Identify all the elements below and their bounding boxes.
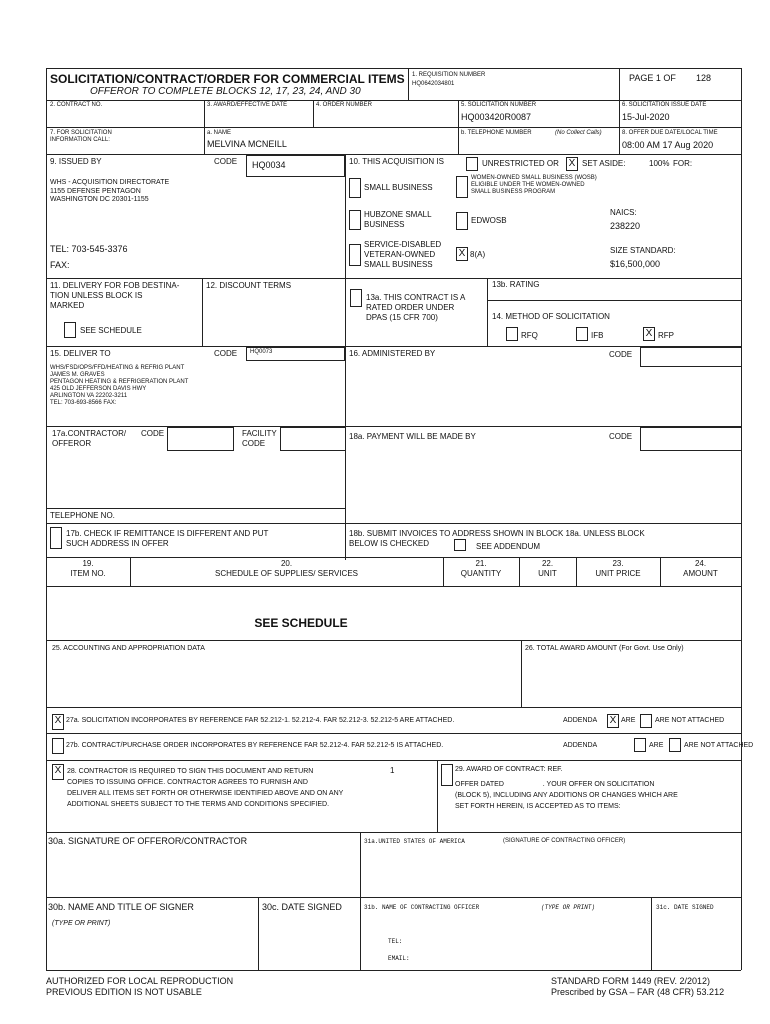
deliver-to-code-value: HQ0073: [250, 349, 273, 355]
issued-by-fax: FAX:: [50, 260, 70, 270]
deliver-to-label: 15. DELIVER TO: [50, 349, 111, 358]
size-standard-label: SIZE STANDARD:: [610, 246, 676, 255]
telephone-note: (No Collect Calls): [555, 130, 602, 136]
27b-checkbox[interactable]: [52, 738, 64, 754]
issue-date-label: 6. SOLICITATION ISSUE DATE: [622, 102, 707, 108]
signer-type-label: (TYPE OR PRINT): [52, 920, 111, 927]
27b-are-checkbox[interactable]: [634, 738, 646, 752]
small-business-label: SMALL BUSINESS: [364, 183, 433, 192]
rfp-checkbox[interactable]: X: [643, 327, 655, 341]
sdvosb-label: SERVICE-DISABLED VETERAN-OWNED SMALL BUSINESS: [364, 240, 442, 269]
hubzone-label: HUBZONE SMALL BUSINESS: [364, 210, 432, 229]
offer-due-value: 08:00 AM 17 Aug 2020: [622, 140, 714, 150]
solicitation-number-value: HQ003420R0087: [461, 112, 532, 122]
set-aside-label: SET ASIDE:: [582, 159, 626, 168]
co-date-label: 31c. DATE SIGNED: [656, 904, 714, 911]
set-aside-for: FOR:: [673, 159, 693, 168]
small-business-checkbox[interactable]: [349, 178, 361, 198]
29-checkbox[interactable]: [441, 764, 453, 786]
offer-due-label: 8. OFFER DUE DATE/LOCAL TIME: [622, 130, 718, 136]
name-value: MELVINA MCNEILL: [207, 139, 287, 149]
size-standard-value: $16,500,000: [610, 259, 661, 269]
co-type-label: (TYPE OR PRINT): [541, 904, 596, 911]
unrestricted-checkbox[interactable]: [466, 157, 478, 171]
deliver-to-code-label: CODE: [214, 349, 238, 358]
page-label: PAGE 1 OF: [629, 73, 676, 83]
amount-header: 24. AMOUNT: [683, 559, 718, 578]
acquisition-label: 10. THIS ACQUISITION IS: [349, 157, 444, 166]
rfq-checkbox[interactable]: [506, 327, 518, 341]
item-no-header: 19. ITEM NO.: [70, 559, 106, 578]
naics-value: 238220: [610, 221, 641, 231]
form-title: SOLICITATION/CONTRACT/ORDER FOR COMMERCIAL ITEMS: [50, 72, 405, 86]
page-total: 128: [696, 73, 712, 83]
solicitation-info-label: 7. FOR SOLICITATION INFORMATION CALL:: [50, 130, 112, 143]
see-schedule-label: SEE SCHEDULE: [80, 326, 142, 335]
rated-order-label: 13a. THIS CONTRACT IS A RATED ORDER UNDER DPAS (15 CFR 700): [366, 293, 466, 322]
method-label: 14. METHOD OF SOLICITATION: [492, 312, 610, 321]
28-text: 28. CONTRACTOR IS REQUIRED TO SIGN THIS DOCUMENT AND RETURN COPIES TO ISSUING OFFICE. CONTRACTOR AGREES TO FURNISH AND DELIVER ALL ITEMS SET FORTH OR OTHERWISE IDENTIFIED ABOVE AND ON ANY ADDITIONAL SHEETS SUBJECT TO THE TERMS AND CONDITIONS SPECIFIED.: [67, 768, 344, 808]
award-date-label: 3. AWARD/EFFECTIVE DATE: [207, 102, 288, 108]
rfq-label: RFQ: [521, 331, 538, 340]
signature-offeror-label: 30a. SIGNATURE OF OFFEROR/CONTRACTOR: [48, 836, 248, 846]
ifb-checkbox[interactable]: [576, 327, 588, 341]
name-label: a. NAME: [207, 130, 232, 136]
28-checkbox[interactable]: X: [52, 764, 64, 780]
27a-are-checkbox[interactable]: X: [607, 714, 619, 728]
27a-text: 27a. SOLICITATION INCORPORATES BY REFERENCE FAR 52.212-1. 52.212-4. FAR 52.212-3. 52.212-5 ARE ATTACHED.: [66, 717, 455, 724]
issued-by-code-label: CODE: [214, 157, 238, 166]
unit-price-header: 23. UNIT PRICE: [595, 559, 641, 578]
administered-by-label: 16. ADMINISTERED BY: [349, 349, 436, 358]
29-offer-text: OFFER DATED . YOUR OFFER ON SOLICITATION (BLOCK 5), INCLUDING ANY ADDITIONS OR CHANGES WHICH ARE SET FORTH HEREIN, IS ACCEPTED AS TO ITEMS:: [455, 781, 678, 810]
total-award-label: 26. TOTAL AWARD AMOUNT (For Govt. Use Only): [525, 645, 684, 652]
date-signed-label: 30c. DATE SIGNED: [262, 902, 342, 912]
submit-invoices-label: 18b. SUBMIT INVOICES TO ADDRESS SHOWN IN BLOCK 18a. UNLESS BLOCK BELOW IS CHECKED: [349, 529, 645, 548]
27b-addenda: ADDENDA: [563, 742, 598, 749]
co-email-label: EMAIL:: [388, 955, 410, 962]
naics-label: NAICS:: [610, 208, 637, 217]
8a-label: 8(A): [470, 250, 486, 259]
27a-are-not-checkbox[interactable]: [640, 714, 652, 728]
27a-are: ARE: [621, 717, 636, 724]
27a-checkbox[interactable]: X: [52, 714, 64, 730]
see-schedule-text: SEE SCHEDULE: [254, 616, 348, 630]
footer-left: AUTHORIZED FOR LOCAL REPRODUCTION PREVIOUS EDITION IS NOT USABLE: [46, 976, 234, 997]
issued-by-label: 9. ISSUED BY: [50, 157, 102, 166]
telephone-no-label: TELEPHONE NO.: [50, 511, 115, 520]
27b-text: 27b. CONTRACT/PURCHASE ORDER INCORPORATES BY REFERENCE FAR 52.212-4. FAR 52.212-5 IS ATTACHED.: [66, 742, 444, 749]
unrestricted-label: UNRESTRICTED OR: [482, 159, 559, 168]
order-number-label: 4. ORDER NUMBER: [316, 102, 373, 108]
see-addendum-checkbox[interactable]: [454, 539, 466, 551]
form-subtitle: OFFEROR TO COMPLETE BLOCKS 12, 17, 23, 24, AND 30: [90, 86, 361, 97]
wosb-label: WOMEN-OWNED SMALL BUSINESS (WOSB) ELIGIBLE UNDER THE WOMEN-OWNED SMALL BUSINESS PROGRAM: [471, 175, 597, 195]
solicitation-number-label: 5. SOLICITATION NUMBER: [461, 102, 537, 108]
delivery-fob-label: 11. DELIVERY FOR FOB DESTINA- TION UNLESS BLOCK IS MARKED: [50, 281, 180, 310]
co-name-label: 31b. NAME OF CONTRACTING OFFICER: [364, 904, 480, 911]
set-aside-percent: 100%: [649, 159, 670, 168]
wosb-checkbox[interactable]: [456, 176, 468, 198]
8a-checkbox[interactable]: X: [456, 247, 468, 261]
contract-no-label: 2. CONTRACT NO.: [50, 102, 103, 108]
27b-are-not: ARE NOT ATTACHED: [684, 742, 754, 749]
contractor-offeror-label: 17a.CONTRACTOR/ OFFEROR: [52, 429, 127, 448]
issue-date-value: 15-Jul-2020: [622, 112, 670, 122]
edwosb-label: EDWOSB: [471, 216, 507, 225]
sdvosb-checkbox[interactable]: [349, 244, 361, 266]
facility-code-label: FACILITY CODE: [242, 429, 277, 448]
27b-are-not-checkbox[interactable]: [669, 738, 681, 752]
rating-label: 13b. RATING: [492, 280, 540, 289]
ifb-label: IFB: [591, 331, 604, 340]
signature-co-label: (SIGNATURE OF CONTRACTING OFFICER): [503, 838, 626, 844]
issued-by-code-value: HQ0034: [252, 160, 286, 170]
issued-by-tel: TEL: 703-545-3376: [50, 244, 128, 254]
signer-name-label: 30b. NAME AND TITLE OF SIGNER: [48, 902, 194, 912]
accounting-label: 25. ACCOUNTING AND APPROPRIATION DATA: [52, 645, 205, 652]
payment-by-label: 18a. PAYMENT WILL BE MADE BY: [349, 432, 476, 441]
see-addendum-label: SEE ADDENDUM: [476, 542, 541, 551]
supplies-header: 20. SCHEDULE OF SUPPLIES/ SERVICES: [214, 559, 358, 578]
requisition-label: 1. REQUISITION NUMBER: [412, 72, 486, 78]
co-tel-label: TEL:: [388, 938, 403, 945]
remittance-checkbox[interactable]: [50, 527, 62, 549]
edwosb-checkbox[interactable]: [456, 212, 468, 230]
see-schedule-checkbox[interactable]: [64, 322, 76, 338]
27b-are: ARE: [649, 742, 664, 749]
discount-terms-label: 12. DISCOUNT TERMS: [206, 281, 292, 290]
usa-label: 31a.UNITED STATES OF AMERICA: [364, 838, 465, 845]
footer-right: STANDARD FORM 1449 (REV. 2/2012) Prescribed by GSA – FAR (48 CFR) 53.212: [551, 976, 725, 997]
payment-code-label: CODE: [609, 432, 633, 441]
27a-are-not: ARE NOT ATTACHED: [655, 717, 725, 724]
rfp-label: RFP: [658, 331, 674, 340]
quantity-header: 21. QUANTITY: [460, 559, 502, 578]
administered-by-code-label: CODE: [609, 350, 633, 359]
rated-order-checkbox[interactable]: [350, 289, 362, 307]
unit-header: 22. UNIT: [538, 559, 557, 578]
28-copies: 1: [390, 766, 395, 775]
telephone-label: b. TELEPHONE NUMBER: [461, 130, 532, 136]
27a-addenda: ADDENDA: [563, 717, 598, 724]
deliver-to-address: WHS/FSD/OPS/FFD/HEATING & REFRIG PLANT JAMES M. GRAVES PENTAGON HEATING & REFRIGERATION PLANT 425 OLD JEFFERSON DAVIS HWY ARLINGTON VA 22202-3211 TEL: 703-693-8566 FAX:: [50, 365, 189, 406]
hubzone-checkbox[interactable]: [349, 210, 361, 230]
requisition-value: HQ0642034801: [412, 81, 455, 87]
set-aside-checkbox[interactable]: X: [566, 157, 578, 171]
29-award-label: 29. AWARD OF CONTRACT: REF.: [455, 766, 563, 773]
remittance-label: 17b. CHECK IF REMITTANCE IS DIFFERENT AND PUT SUCH ADDRESS IN OFFER: [66, 529, 269, 548]
contractor-code-label: CODE: [141, 429, 165, 438]
issued-by-address: WHS - ACQUISITION DIRECTORATE 1155 DEFENSE PENTAGON WASHINGTON DC 20301-1155: [50, 179, 170, 203]
